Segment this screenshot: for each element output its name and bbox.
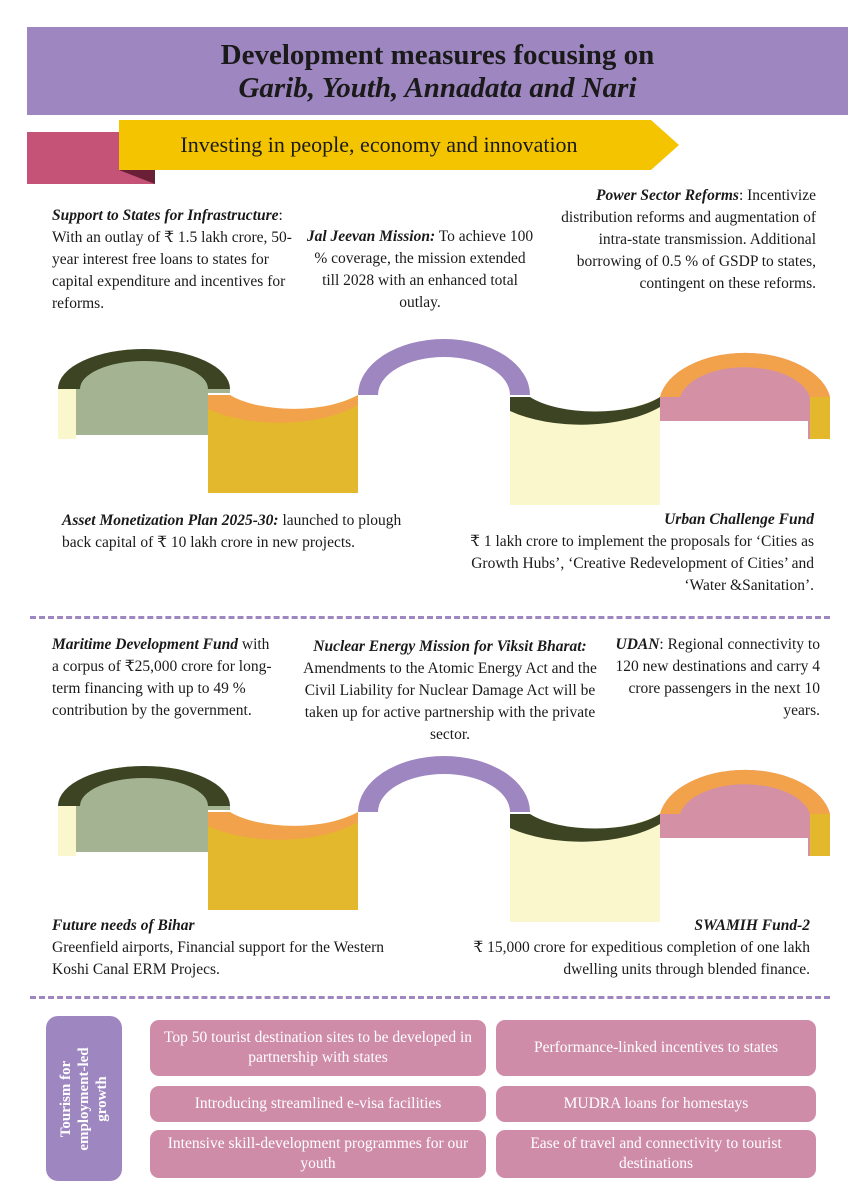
wave2-gold-right xyxy=(810,814,830,856)
nuclear-title: Nuclear Energy Mission for Viksit Bharat: xyxy=(313,638,587,655)
swamih-block xyxy=(440,915,810,981)
tourism-label-box xyxy=(46,1016,122,1181)
bihar-block xyxy=(52,915,392,981)
page-header xyxy=(27,27,848,115)
ribbon-fold xyxy=(119,170,155,184)
wave-graphic-1 xyxy=(58,335,830,510)
wave1-purple-arc xyxy=(358,339,530,395)
support-states-title: Support to States for Infrastructure xyxy=(52,207,279,224)
page-title-line1: Development measures focusing on xyxy=(220,39,655,71)
wave2-cream-left xyxy=(58,806,76,856)
page-title-line2: Garib, Youth, Annadata and Nari xyxy=(238,72,637,104)
tourism-item: Performance-linked incentives to states xyxy=(496,1020,816,1076)
tourism-item: Top 50 tourist destination sites to be developed in partnership with states xyxy=(150,1020,486,1076)
section-divider-1 xyxy=(30,616,830,619)
maritime-title: Maritime Development Fund xyxy=(52,636,238,653)
nuclear-text: Amendments to the Atomic Energy Act and the Civil Liability for Nuclear Damage Act will be taken up for active partnership with the private sector. xyxy=(303,660,597,743)
asset-monetization-block xyxy=(62,510,422,554)
bihar-title: Future needs of Bihar xyxy=(52,917,195,934)
swamih-text: ₹ 15,000 crore for expeditious completion of one lakh dwelling units through blended finance. xyxy=(473,939,810,978)
power-sector-text: : Incentivize distribution reforms and augmentation of intra-state transmission. Additional borrowing of 0.5 % of GSDP to states, contingent on these reforms. xyxy=(561,187,816,292)
urban-challenge-block xyxy=(428,509,814,597)
asset-monetization-text: launched to plough back capital of ₹ 10 lakh crore in new projects. xyxy=(62,512,402,551)
support-states-block xyxy=(52,205,292,315)
wave2-purple-arc xyxy=(358,756,530,812)
udan-text: : Regional connectivity to 120 new destinations and carry 4 crore passengers in the next 10 years. xyxy=(615,636,820,719)
jal-jeevan-block xyxy=(305,226,535,314)
bihar-text: Greenfield airports, Financial support for the Western Koshi Canal ERM Projecs. xyxy=(52,939,385,978)
wave1-cream-left xyxy=(58,389,76,439)
tourism-label: Tourism for employment-led growth xyxy=(58,1046,110,1151)
urban-challenge-title: Urban Challenge Fund xyxy=(664,511,814,528)
power-sector-block xyxy=(548,185,816,295)
udan-title: UDAN xyxy=(615,636,660,653)
tourism-item: Intensive skill-development programmes for our youth xyxy=(150,1130,486,1178)
tourism-item: Introducing streamlined e-visa facilities xyxy=(150,1086,486,1122)
section-divider-2 xyxy=(30,996,830,999)
nuclear-block xyxy=(290,636,610,746)
asset-monetization-title: Asset Monetization Plan 2025-30: xyxy=(62,512,279,529)
wave-graphic-2 xyxy=(58,752,830,927)
jal-jeevan-title: Jal Jeevan Mission: xyxy=(306,228,436,245)
support-states-text: : With an outlay of ₹ 1.5 lakh crore, 50-year interest free loans to states for capital expenditure and incentives for reforms. xyxy=(52,207,292,312)
wave1-gold-right xyxy=(810,397,830,439)
maritime-text: with a corpus of ₹25,000 crore for long-term financing with up to 49 % contribution by the government. xyxy=(52,636,272,719)
tourism-item: Ease of travel and connectivity to tourist destinations xyxy=(496,1130,816,1178)
urban-challenge-text: ₹ 1 lakh crore to implement the proposals for ‘Cities as Growth Hubs’, ‘Creative Redevelopment of Cities’ and ‘Water &Sanitation’. xyxy=(470,533,814,594)
banner-text: Investing in people, economy and innovation xyxy=(180,132,578,157)
udan-block xyxy=(610,634,820,722)
jal-jeevan-text: To achieve 100 % coverage, the mission extended till 2028 with an enhanced total outlay. xyxy=(314,228,534,311)
maritime-block xyxy=(52,634,274,722)
swamih-title: SWAMIH Fund-2 xyxy=(694,917,810,934)
power-sector-title: Power Sector Reforms xyxy=(596,187,739,204)
tourism-item: MUDRA loans for homestays xyxy=(496,1086,816,1122)
